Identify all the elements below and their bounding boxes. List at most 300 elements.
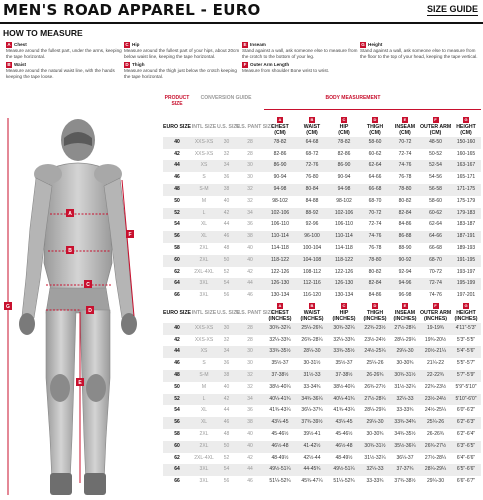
table-cell: 130-134 bbox=[270, 292, 290, 299]
table-cell: 6'0"-6'2" bbox=[456, 407, 476, 414]
imperial-column-headers bbox=[163, 303, 481, 323]
table-cell: XS bbox=[191, 346, 217, 358]
table-cell: 30-30¾ bbox=[396, 360, 414, 367]
column-header-unit: (INCHES) bbox=[423, 316, 448, 323]
legend-marker: G bbox=[361, 42, 365, 47]
table-cell: 72-74 bbox=[368, 221, 382, 228]
table-cell: 70-72 bbox=[360, 208, 390, 220]
table-cell: 30 bbox=[236, 346, 264, 358]
column-header bbox=[451, 303, 481, 323]
legend-text: Measure around the natural waist line, with the hands keeping the tape loose. bbox=[6, 68, 115, 79]
table-cell: 32¼-33¾ bbox=[333, 336, 355, 343]
table-cell: L bbox=[191, 208, 217, 220]
table-cell: 33-33¾ bbox=[396, 407, 414, 414]
table-cell: 114-118 bbox=[335, 244, 353, 251]
table-cell: 84-88 bbox=[305, 197, 319, 204]
table-cell: 32 bbox=[223, 336, 230, 343]
table-cell: 46 bbox=[174, 360, 180, 367]
table-cell: 98-102 bbox=[336, 197, 352, 204]
table-cell: XXS-XS bbox=[194, 336, 214, 343]
table-cell: 36¼-37 bbox=[396, 454, 414, 461]
table-cell: 34 bbox=[236, 394, 264, 406]
table-row bbox=[163, 453, 481, 465]
table-cell: 51¼-52¾ bbox=[333, 478, 355, 485]
column-header-label: HEIGHT bbox=[456, 309, 476, 316]
legend-marker: D bbox=[125, 62, 129, 67]
legend-title: Inseam bbox=[250, 42, 266, 48]
title-rule bbox=[0, 22, 483, 24]
column-header bbox=[296, 303, 328, 323]
legend-text: Stand against a wall, ask someone else to measure from the floor to the top of your head, keeping the tape vertical. bbox=[360, 48, 478, 59]
table-cell: 31½-33 bbox=[296, 370, 328, 382]
table-cell: 6'2"-6'4" bbox=[456, 430, 476, 437]
table-cell: 90-94 bbox=[273, 174, 287, 181]
table-cell: 60-62 bbox=[420, 208, 451, 220]
table-cell: 33¾-35½ bbox=[328, 346, 360, 358]
table-cell: 52 bbox=[163, 208, 191, 220]
table-cell: 27½-28¼ bbox=[360, 394, 390, 406]
column-header-unit: (CM) bbox=[338, 130, 350, 137]
column-header bbox=[360, 303, 390, 323]
legend-item-hip bbox=[124, 42, 242, 59]
table-cell: 54 bbox=[217, 464, 236, 476]
table-cell: 40¼-41¾ bbox=[264, 394, 296, 406]
table-cell: 5'4"-5'6" bbox=[451, 346, 481, 358]
table-cell: 30 bbox=[217, 323, 236, 335]
table-cell: 48-49½ bbox=[271, 454, 289, 461]
column-header-unit: (CM) bbox=[369, 130, 381, 137]
table-cell: 37-38½ bbox=[328, 370, 360, 382]
table-cell: 5'10"-6'0" bbox=[451, 394, 481, 406]
table-row bbox=[163, 429, 481, 441]
table-cell: 80-82 bbox=[368, 268, 382, 275]
table-cell: 28¼-29¼ bbox=[420, 464, 451, 476]
legend-title: Thigh bbox=[132, 62, 145, 68]
column-header-label: THIGH bbox=[366, 124, 384, 130]
marker-a-label: A bbox=[68, 211, 72, 217]
column-header bbox=[296, 117, 328, 137]
table-row bbox=[163, 346, 481, 358]
table-cell: 26-26¾ bbox=[427, 430, 444, 437]
table-cell: XS bbox=[191, 160, 217, 172]
column-marker: B bbox=[310, 117, 314, 122]
table-cell: 60 bbox=[163, 255, 191, 267]
table-cell: 41¾-43¼ bbox=[269, 407, 291, 414]
table-cell: 40 bbox=[247, 244, 253, 251]
rider-figure-illustration bbox=[0, 88, 160, 500]
table-cell: 44 bbox=[223, 407, 230, 414]
table-cell: 30¾-32¼ bbox=[264, 323, 296, 335]
marker-e-label: E bbox=[78, 380, 82, 386]
table-cell: 38 bbox=[236, 417, 264, 429]
table-cell: 36 bbox=[223, 174, 230, 181]
table-cell: 2XL-4XL bbox=[194, 268, 214, 275]
marker-d-label: D bbox=[88, 308, 92, 314]
table-cell: 58 bbox=[174, 430, 180, 437]
table-cell: 30-31½ bbox=[303, 360, 321, 367]
table-cell: 46 bbox=[217, 231, 236, 243]
table-cell: 34 bbox=[236, 208, 264, 220]
column-header-label: INTL SIZE bbox=[191, 123, 217, 130]
table-cell: 45-46½ bbox=[271, 430, 289, 437]
legend-title: Chest bbox=[14, 42, 27, 48]
table-cell: 30¾-32¼ bbox=[328, 323, 360, 335]
table-cell: 160-165 bbox=[456, 150, 476, 157]
table-cell: 54 bbox=[174, 407, 180, 414]
table-cell: 68-72 bbox=[305, 150, 319, 157]
table-cell: 42 bbox=[174, 336, 180, 343]
table-cell: 108-112 bbox=[303, 268, 321, 275]
table-cell: 28¼-30 bbox=[296, 346, 328, 358]
marker-c-label: C bbox=[86, 282, 90, 288]
table-cell: 74-76 bbox=[360, 231, 390, 243]
table-cell: 40 bbox=[163, 137, 191, 149]
column-header-label: INSEAM bbox=[394, 124, 416, 130]
table-cell: 26¾-27½ bbox=[364, 383, 386, 390]
table-cell: 56 bbox=[223, 478, 230, 485]
table-cell: 126-130 bbox=[264, 278, 296, 290]
table-cell: 26¾-27½ bbox=[420, 441, 451, 453]
column-marker: G bbox=[464, 117, 468, 122]
table-cell: 62 bbox=[174, 268, 180, 275]
table-cell: L bbox=[191, 394, 217, 406]
table-cell: 34¾-36¼ bbox=[296, 394, 328, 406]
table-cell: 82-84 bbox=[390, 208, 420, 220]
table-cell: 6'2"-6'3" bbox=[451, 417, 481, 429]
table-cell: 46 bbox=[247, 292, 253, 299]
table-cell: 25¼-26¾ bbox=[296, 323, 328, 335]
table-cell: 28¼-29¼ bbox=[394, 336, 416, 343]
table-cell: 40 bbox=[236, 255, 264, 267]
table-cell: 24½-25¼ bbox=[424, 407, 447, 414]
table-cell: 62 bbox=[174, 454, 180, 461]
legend-marker: B bbox=[7, 62, 11, 67]
table-cell: 52 bbox=[163, 394, 191, 406]
table-cell: 84-86 bbox=[398, 221, 412, 228]
table-row bbox=[163, 172, 481, 184]
table-cell: 26¾-28¼ bbox=[301, 336, 323, 343]
column-header-label: U.S. SIZE bbox=[217, 123, 241, 130]
table-cell: 44 bbox=[236, 464, 264, 476]
body-measurement-header: BODY MEASUREMENT bbox=[325, 95, 381, 101]
table-cell: 2XL bbox=[191, 255, 217, 267]
table-row bbox=[163, 405, 481, 417]
column-header bbox=[451, 117, 481, 137]
table-cell: 49½-51¼ bbox=[264, 464, 296, 476]
table-cell: 30 bbox=[236, 160, 264, 172]
table-cell: 92-94 bbox=[398, 268, 412, 275]
column-header-label: OUTER ARM bbox=[420, 124, 452, 130]
table-cell: 76-80 bbox=[305, 174, 319, 181]
table-cell: 23½-24½ bbox=[364, 336, 386, 343]
legend-title: Outer Arm Length bbox=[250, 62, 290, 68]
table-cell: 46½-48 bbox=[328, 441, 360, 453]
table-cell: 56 bbox=[163, 417, 191, 429]
table-row bbox=[163, 290, 481, 302]
table-cell: 3XL bbox=[191, 278, 217, 290]
table-cell: 80-84 bbox=[296, 184, 328, 196]
table-row bbox=[163, 255, 481, 267]
table-cell: 52 bbox=[223, 268, 230, 275]
table-cell: 70-72 bbox=[390, 137, 420, 149]
table-cell: 32¼-33 bbox=[360, 464, 390, 476]
table-cell: 29¼-30 bbox=[360, 417, 390, 429]
column-marker: A bbox=[278, 117, 282, 122]
column-header bbox=[217, 303, 241, 323]
table-cell: 118-122 bbox=[264, 255, 296, 267]
table-cell: 32¼-33 bbox=[390, 394, 420, 406]
column-header-unit: (INCHES) bbox=[332, 316, 356, 323]
table-row bbox=[163, 267, 481, 279]
table-cell: 49½-51¼ bbox=[328, 464, 360, 476]
column-header-unit: (CM) bbox=[306, 130, 318, 137]
table-cell: 30 bbox=[247, 174, 253, 181]
table-cell: 37¾-39½ bbox=[296, 417, 328, 429]
table-cell: 60 bbox=[163, 441, 191, 453]
table-cell: 35½-37 bbox=[271, 360, 289, 367]
column-header bbox=[390, 117, 420, 137]
table-cell: 48 bbox=[223, 430, 230, 437]
measure-legend bbox=[6, 42, 481, 86]
table-cell: 2XL bbox=[191, 441, 217, 453]
table-row bbox=[163, 231, 481, 243]
table-cell: S bbox=[202, 360, 206, 367]
table-cell: 86-88 bbox=[390, 231, 420, 243]
legend-marker: E bbox=[243, 42, 247, 47]
table-cell: XL bbox=[200, 221, 208, 228]
table-row bbox=[163, 208, 481, 220]
table-cell: 25¼-26 bbox=[420, 417, 451, 429]
table-cell: 44-45¾ bbox=[296, 464, 328, 476]
table-cell: 41¾-43¼ bbox=[333, 407, 355, 414]
table-cell: 34¾-35½ bbox=[394, 430, 416, 437]
table-cell: 39½-41 bbox=[303, 430, 321, 437]
table-row bbox=[163, 149, 481, 161]
table-cell: 22¾-23½ bbox=[360, 323, 390, 335]
table-cell: 94-98 bbox=[264, 184, 296, 196]
table-cell: 64-66 bbox=[420, 231, 451, 243]
table-cell: 50-52 bbox=[429, 150, 442, 157]
table-cell: 48 bbox=[163, 370, 191, 382]
table-cell: S-M bbox=[191, 370, 217, 382]
legend-item-inseam bbox=[242, 42, 360, 59]
table-cell: 84-86 bbox=[368, 292, 382, 299]
table-cell: 46 bbox=[217, 417, 236, 429]
table-cell: 42 bbox=[217, 208, 236, 220]
column-header bbox=[191, 117, 217, 137]
table-cell: 48-50 bbox=[420, 137, 451, 149]
column-header-label: CHEST bbox=[271, 309, 289, 316]
column-header-label: U.S. SIZE bbox=[217, 309, 241, 316]
table-cell: 19¾-20½ bbox=[424, 336, 447, 343]
column-marker: C bbox=[342, 302, 346, 308]
table-group-headers bbox=[163, 95, 481, 117]
table-cell: 126-130 bbox=[328, 278, 360, 290]
table-row bbox=[163, 441, 481, 453]
column-header bbox=[328, 303, 360, 323]
table-row bbox=[163, 323, 481, 335]
legend-marker: C bbox=[125, 42, 129, 47]
table-row bbox=[163, 335, 481, 347]
table-cell: 86-90 bbox=[328, 160, 360, 172]
table-cell: 38 bbox=[217, 370, 236, 382]
table-cell: 6'4"-6'6" bbox=[456, 454, 476, 461]
table-cell: 94-96 bbox=[390, 278, 420, 290]
column-header bbox=[236, 117, 275, 137]
column-header bbox=[191, 303, 217, 323]
table-cell: 35½-37 bbox=[335, 360, 353, 367]
column-header bbox=[420, 303, 451, 323]
column-header-label: HIP bbox=[339, 309, 349, 316]
table-cell: 41-42½ bbox=[296, 441, 328, 453]
table-cell: 37¾-38½ bbox=[394, 478, 416, 485]
table-cell: 56-58 bbox=[420, 184, 451, 196]
table-row bbox=[163, 219, 481, 231]
table-cell: 33¾-35½ bbox=[264, 346, 296, 358]
column-header-label: HIP bbox=[339, 124, 349, 130]
table-cell: 58-60 bbox=[360, 137, 390, 149]
metric-column-headers bbox=[163, 117, 481, 137]
table-cell: 28 bbox=[236, 323, 264, 335]
table-cell: 2XL-4XL bbox=[194, 454, 214, 461]
table-cell: 78-80 bbox=[360, 255, 390, 267]
table-cell: 64 bbox=[163, 464, 191, 476]
table-cell: 187-191 bbox=[451, 231, 481, 243]
table-cell: 30 bbox=[217, 137, 236, 149]
table-cell: 64-66 bbox=[368, 174, 382, 181]
table-cell: 22¾-23½ bbox=[424, 383, 447, 390]
table-cell: 38 bbox=[217, 184, 236, 196]
table-cell: 3XL bbox=[199, 292, 209, 299]
table-cell: 27½-28¼ bbox=[424, 454, 447, 461]
column-header-unit: (CM) bbox=[429, 130, 442, 137]
table-cell: 34 bbox=[217, 160, 236, 172]
table-cell: 197-201 bbox=[456, 292, 476, 299]
legend-item-height bbox=[360, 42, 478, 59]
table-cell: 5'7"-5'9" bbox=[451, 370, 481, 382]
table-cell: 28 bbox=[236, 137, 264, 149]
column-header-unit: (INCHES) bbox=[363, 316, 387, 323]
legend-item-chest bbox=[6, 42, 124, 59]
table-cell: 62-64 bbox=[360, 160, 390, 172]
table-cell: 37-37¾ bbox=[390, 464, 420, 476]
table-cell: 78-82 bbox=[328, 137, 360, 149]
column-marker: D bbox=[373, 302, 377, 308]
table-cell: XL bbox=[191, 231, 217, 243]
legend-item-waist bbox=[6, 62, 124, 79]
table-cell: 104-108 bbox=[296, 255, 328, 267]
table-cell: 43¼-45 bbox=[264, 417, 296, 429]
table-cell: 52 bbox=[223, 454, 230, 461]
legend-title: Hip bbox=[132, 42, 140, 48]
table-cell: 96-100 bbox=[296, 231, 328, 243]
table-cell: 28 bbox=[247, 336, 253, 343]
legend-text: Measure around the fullest part of your hips, about 20cm below waist line, keeping the tape horizontal. bbox=[124, 48, 240, 59]
legend-text: Measure around the thigh just below the crotch keeping the tape horizontal. bbox=[124, 68, 237, 79]
table-cell: 30¾-31½ bbox=[360, 441, 390, 453]
table-cell: 46½-48 bbox=[264, 441, 296, 453]
table-cell: 68-70 bbox=[420, 255, 451, 267]
column-marker: E bbox=[403, 117, 407, 122]
column-marker: C bbox=[342, 117, 346, 122]
table-cell: 30¾-31½ bbox=[390, 370, 420, 382]
table-cell: 31½-32¼ bbox=[394, 383, 416, 390]
column-header-label: HEIGHT bbox=[456, 124, 476, 130]
table-cell: 28 bbox=[247, 150, 253, 157]
table-cell: 86-90 bbox=[264, 160, 296, 172]
table-cell: 38½-40¼ bbox=[269, 383, 291, 390]
table-cell: 5'5"-5'7" bbox=[456, 360, 476, 367]
column-marker: D bbox=[373, 117, 377, 122]
page-title: MEN'S ROAD APPAREL - EURO bbox=[3, 1, 261, 19]
table-cell: 45-46½ bbox=[335, 430, 353, 437]
table-row bbox=[163, 464, 481, 476]
table-cell: XL bbox=[200, 407, 208, 414]
marker-g-label: G bbox=[6, 304, 10, 310]
table-cell: 191-195 bbox=[451, 255, 481, 267]
table-cell: 74-76 bbox=[429, 292, 442, 299]
column-marker: G bbox=[464, 302, 468, 308]
table-cell: 5'3"-5'5" bbox=[456, 336, 476, 343]
table-cell: 110-114 bbox=[264, 231, 296, 243]
table-row bbox=[163, 160, 481, 172]
column-header bbox=[217, 117, 241, 137]
table-cell: 27½-28¼ bbox=[390, 323, 420, 335]
column-header bbox=[163, 117, 191, 137]
table-cell: 116-120 bbox=[303, 292, 321, 299]
table-cell: 72-74 bbox=[398, 150, 412, 157]
column-header bbox=[390, 303, 420, 323]
table-cell: 50 bbox=[217, 255, 236, 267]
table-cell: 51¼-52¾ bbox=[269, 478, 291, 485]
table-cell: 2XL bbox=[199, 430, 209, 437]
table-cell: XXS-XS bbox=[191, 137, 217, 149]
column-header-unit: (CM) bbox=[399, 130, 411, 137]
table-cell: 56 bbox=[223, 292, 230, 299]
table-cell: 165-171 bbox=[456, 174, 476, 181]
column-header-label: U.S. PANT SIZE bbox=[236, 123, 275, 130]
table-cell: M bbox=[201, 383, 207, 390]
table-cell: 35½-36¼ bbox=[390, 441, 420, 453]
table-row bbox=[163, 382, 481, 394]
table-cell: 40 bbox=[223, 197, 230, 204]
column-header-label: WAIST bbox=[303, 309, 321, 316]
table-cell: 31½-32¼ bbox=[364, 454, 386, 461]
table-cell: 2XL bbox=[199, 244, 209, 251]
table-cell: 112-116 bbox=[296, 278, 328, 290]
table-cell: 70-72 bbox=[429, 268, 442, 275]
table-cell: 24½-25¼ bbox=[360, 346, 390, 358]
column-header bbox=[420, 117, 451, 137]
table-cell: 19-19¾ bbox=[420, 323, 451, 335]
table-cell: 46 bbox=[247, 478, 253, 485]
table-cell: 50 bbox=[174, 197, 180, 204]
table-cell: 66 bbox=[174, 292, 180, 299]
conversion-guide-header: CONVERSION GUIDE bbox=[200, 95, 252, 101]
table-cell: 90-92 bbox=[390, 255, 420, 267]
column-header-unit: (INCHES) bbox=[454, 316, 478, 323]
table-cell: 64 bbox=[163, 278, 191, 290]
table-cell: 40 bbox=[163, 323, 191, 335]
table-cell: 20½-21¼ bbox=[420, 346, 451, 358]
table-cell: 28¼-29¼ bbox=[364, 407, 386, 414]
table-cell: 114-118 bbox=[271, 244, 289, 251]
table-cell: 74-76 bbox=[390, 160, 420, 172]
table-row bbox=[163, 358, 481, 370]
table-cell: 82-84 bbox=[360, 278, 390, 290]
table-cell: 30 bbox=[247, 360, 253, 367]
table-cell: 32 bbox=[236, 184, 264, 196]
